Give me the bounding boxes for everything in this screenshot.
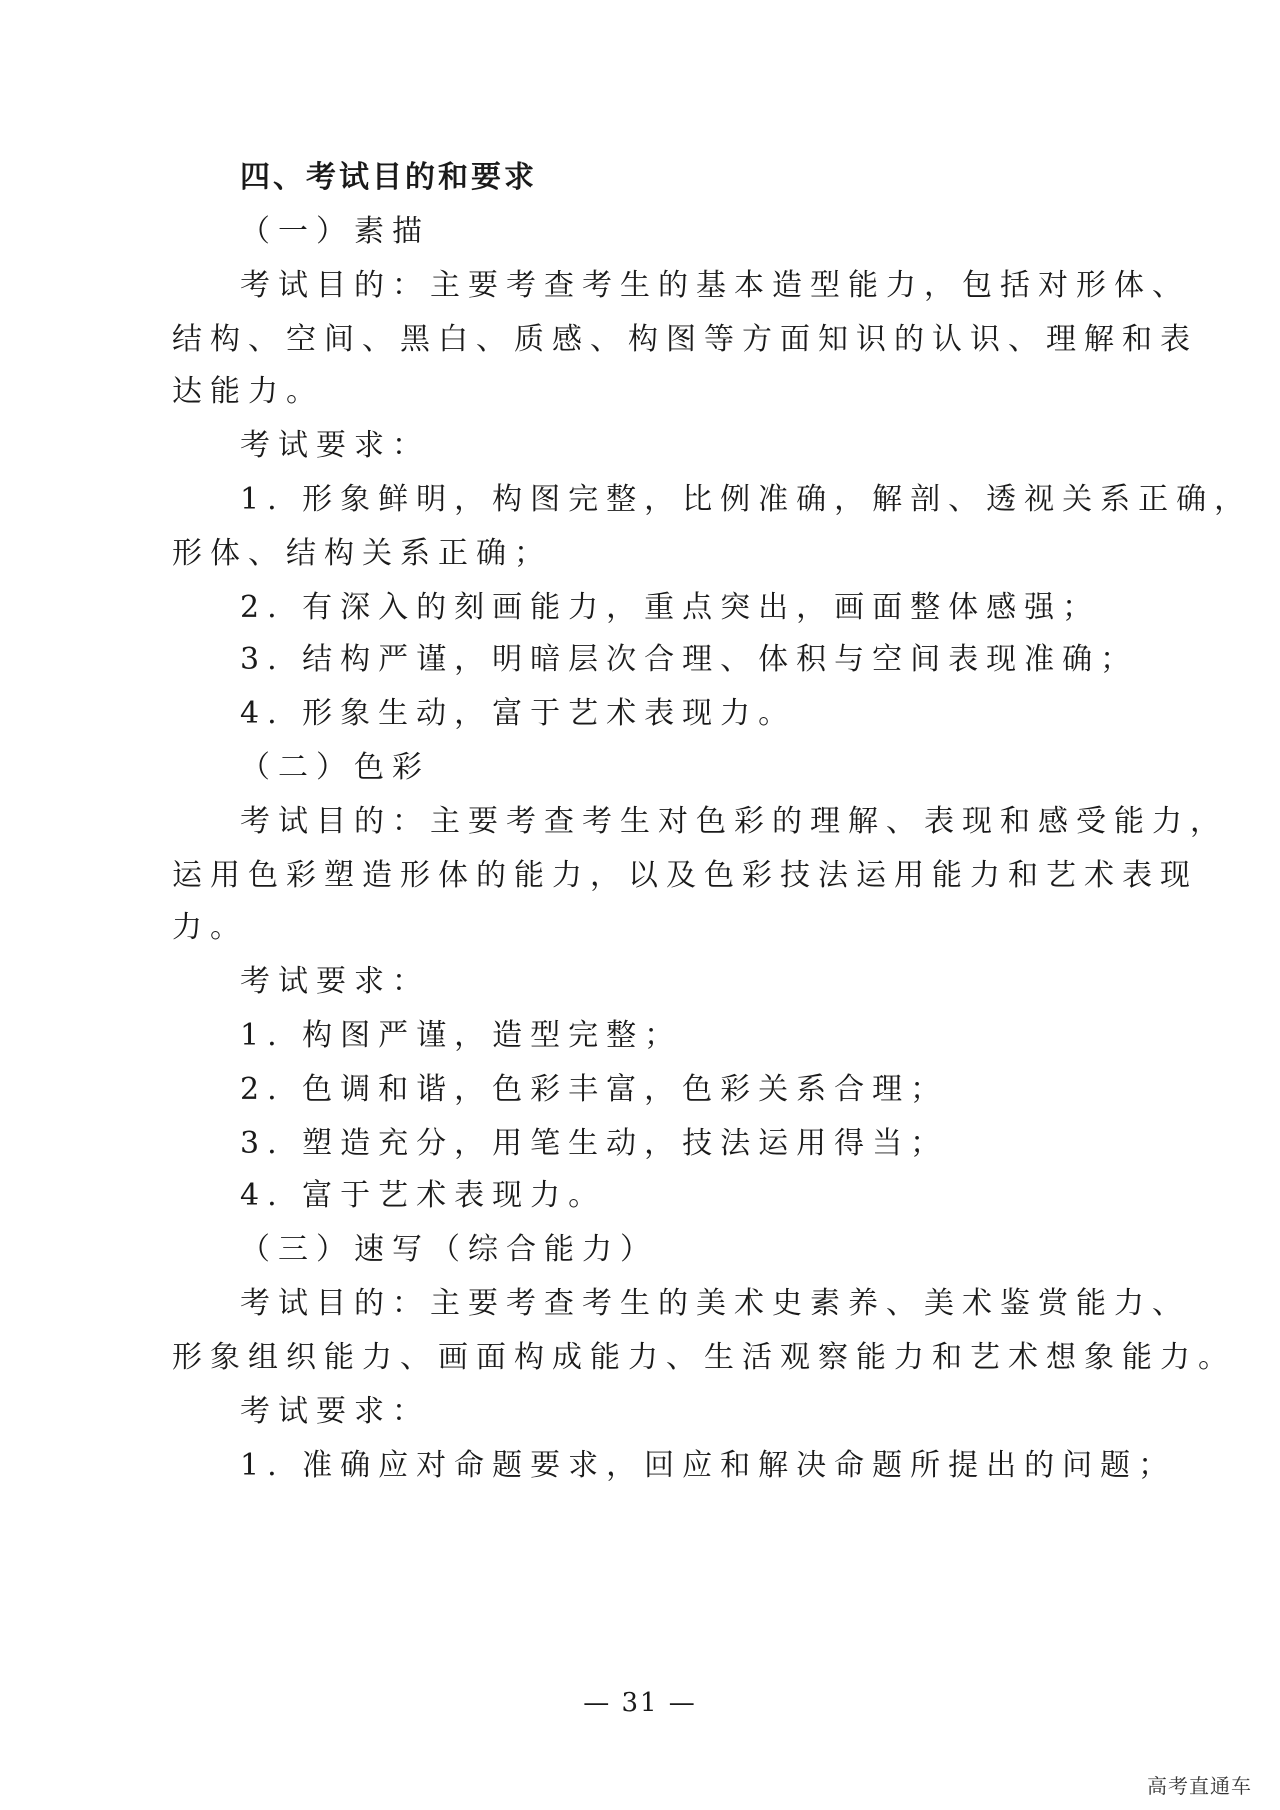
sketch-requirement-line: 3. 结构严谨，明暗层次合理、体积与空间表现准确；: [240, 642, 1139, 677]
color-heading: （二）色彩: [240, 750, 430, 785]
color-requirement-line: 2. 色调和谐，色彩丰富，色彩关系合理；: [240, 1072, 949, 1107]
color-requirement-line: 3. 塑造充分，用笔生动，技法运用得当；: [240, 1126, 949, 1161]
color-purpose-line: 考试目的：主要考查考生对色彩的理解、表现和感受能力，: [240, 804, 1228, 839]
sketching-requirements-label: 考试要求：: [240, 1394, 430, 1429]
sketching-purpose-line: 考试目的：主要考查考生的美术史素养、美术鉴赏能力、: [240, 1286, 1190, 1321]
sketch-requirements-label: 考试要求：: [240, 428, 430, 463]
section-heading: 四、考试目的和要求: [240, 160, 537, 195]
color-purpose-line: 运用色彩塑造形体的能力，以及色彩技法运用能力和艺术表现: [172, 858, 1198, 893]
sketch-requirement-line: 2. 有深入的刻画能力，重点突出，画面整体感强；: [240, 590, 1101, 625]
sketching-heading: （三）速写（综合能力）: [240, 1232, 658, 1267]
sketch-requirement-line: 形体、结构关系正确；: [172, 536, 552, 571]
sketch-requirement-line: 1. 形象鲜明，构图完整，比例准确，解剖、透视关系正确，: [240, 482, 1253, 517]
watermark: 高考直通车: [1147, 1774, 1252, 1798]
color-requirement-line: 4. 富于艺术表现力。: [240, 1178, 607, 1213]
sketch-heading: （一）素描: [240, 214, 430, 249]
sketch-purpose-line: 结构、空间、黑白、质感、构图等方面知识的认识、理解和表: [172, 322, 1198, 357]
color-purpose-line: 力。: [172, 910, 248, 945]
color-requirement-line: 1. 构图严谨，造型完整；: [240, 1018, 683, 1053]
color-requirements-label: 考试要求：: [240, 964, 430, 999]
sketch-purpose-line: 达能力。: [172, 374, 324, 409]
page-number: — 31 —: [583, 1688, 697, 1718]
sketching-purpose-line: 形象组织能力、画面构成能力、生活观察能力和艺术想象能力。: [172, 1340, 1236, 1375]
sketch-requirement-line: 4. 形象生动，富于艺术表现力。: [240, 696, 797, 731]
sketching-requirement-line: 1. 准确应对命题要求，回应和解决命题所提出的问题；: [240, 1448, 1177, 1483]
sketch-purpose-line: 考试目的：主要考查考生的基本造型能力，包括对形体、: [240, 268, 1190, 303]
